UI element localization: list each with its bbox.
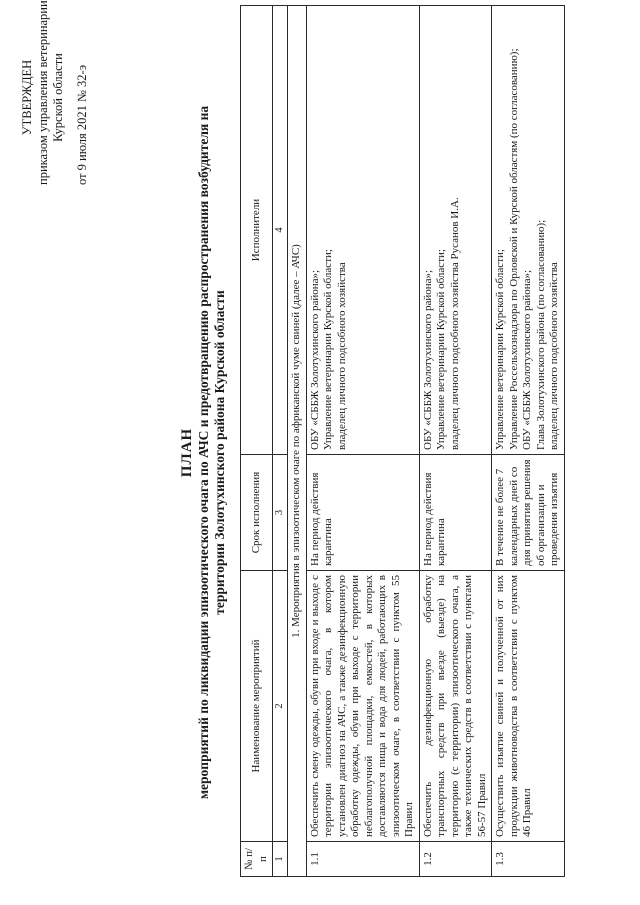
exec-line: владелец личного подсобного хозяйства [548,262,560,450]
measures-table [240,5,565,877]
exec-line: владелец личного подсобного хозяйства Русанов И.А. [448,197,461,450]
approval-stamp [20,0,90,185]
row-exec [419,6,492,455]
title-line-2: территории Золотухинского района Курской области [212,290,227,615]
exec-line: Управление Россельхознадзора по Орловской и Курской областям (по согласованию); [507,48,520,450]
col-index: 1 [273,842,288,877]
table-row [419,6,492,877]
approval-date: от 9 июля 2021 № 32-э [75,64,89,185]
row-num: 1.2 [419,842,492,877]
title-line-1: мероприятий по ликвидации эпизоотического очага по АЧС и предотвращению распространения возбудителя на [196,105,211,800]
approval-line-2: Курской области [51,53,65,142]
exec-line: ОБУ «СББЖ Золотухинского района»; [421,269,434,450]
exec-line: Управление ветеринарии Курской области; [322,249,334,450]
col-index: 3 [273,455,288,571]
approval-line-1: приказом управления ветеринарии [36,0,50,185]
exec-line: Управление ветеринарии Курской области; [494,249,506,450]
row-term: На период действия карантина [306,455,419,571]
header-term: Срок исполнения [241,455,273,571]
approval-heading: УТВЕРЖДЕН [20,59,34,136]
row-name: Обеспечить смену одежды, обуви при входе и выходе с территории эпизоотического очага, в котором установлен диагноз на АЧС, а также дезинфекционную обработку одежды, обуви при выходе с территории неблагополучной площадки, емкостей, в которых доставляются пища и вода для людей, работающих в эпизоотическом очаге, в соответствии с пунктом 55 Правил [306,571,419,842]
title-plan: ПЛАН [179,427,195,478]
header-num: № п/п [241,842,273,877]
row-name: Осуществить изъятие свиней и полученной от них продукции животноводства в соответствии с пунктом 46 Правил [492,571,565,842]
section-row [288,6,307,877]
table-row [306,6,419,877]
col-index: 2 [273,571,288,842]
section-title: 1. Мероприятия в эпизоотическом очаге по африканской чуме свиней (далее – АЧС) [288,6,307,877]
exec-line: Глава Золотухинского района (по согласованию); [534,219,547,450]
table-row [492,6,565,877]
header-exec: Исполнители [241,6,273,455]
row-num: 1.3 [492,842,565,877]
row-exec [492,6,565,455]
exec-line: владелец личного подсобного хозяйства [335,262,348,450]
exec-line: Управление ветеринарии Курской области; [435,249,447,450]
row-term: В течение не более 7 календарных дней со дня принятия решения об организации и проведения изъятия [492,455,565,571]
exec-line: ОБУ «СББЖ Золотухинского района»; [308,269,321,450]
row-num: 1.1 [306,842,419,877]
exec-line: ОБУ «СББЖ Золотухинского района»; [521,269,533,450]
row-name: Обеспечить дезинфекционную обработку транспортных средств при въезде (выезде) на территорию (с территории) эпизоотического очага, а также технических средств в соответствии с пунктами 56-57 Правил [419,571,492,842]
column-index-row [273,6,288,877]
header-name: Наименование мероприятий [241,571,273,842]
table-header-row [241,6,273,877]
col-index: 4 [273,6,288,455]
row-exec [306,6,419,455]
row-term: На период действия карантина [419,455,492,571]
document-title [178,0,228,905]
